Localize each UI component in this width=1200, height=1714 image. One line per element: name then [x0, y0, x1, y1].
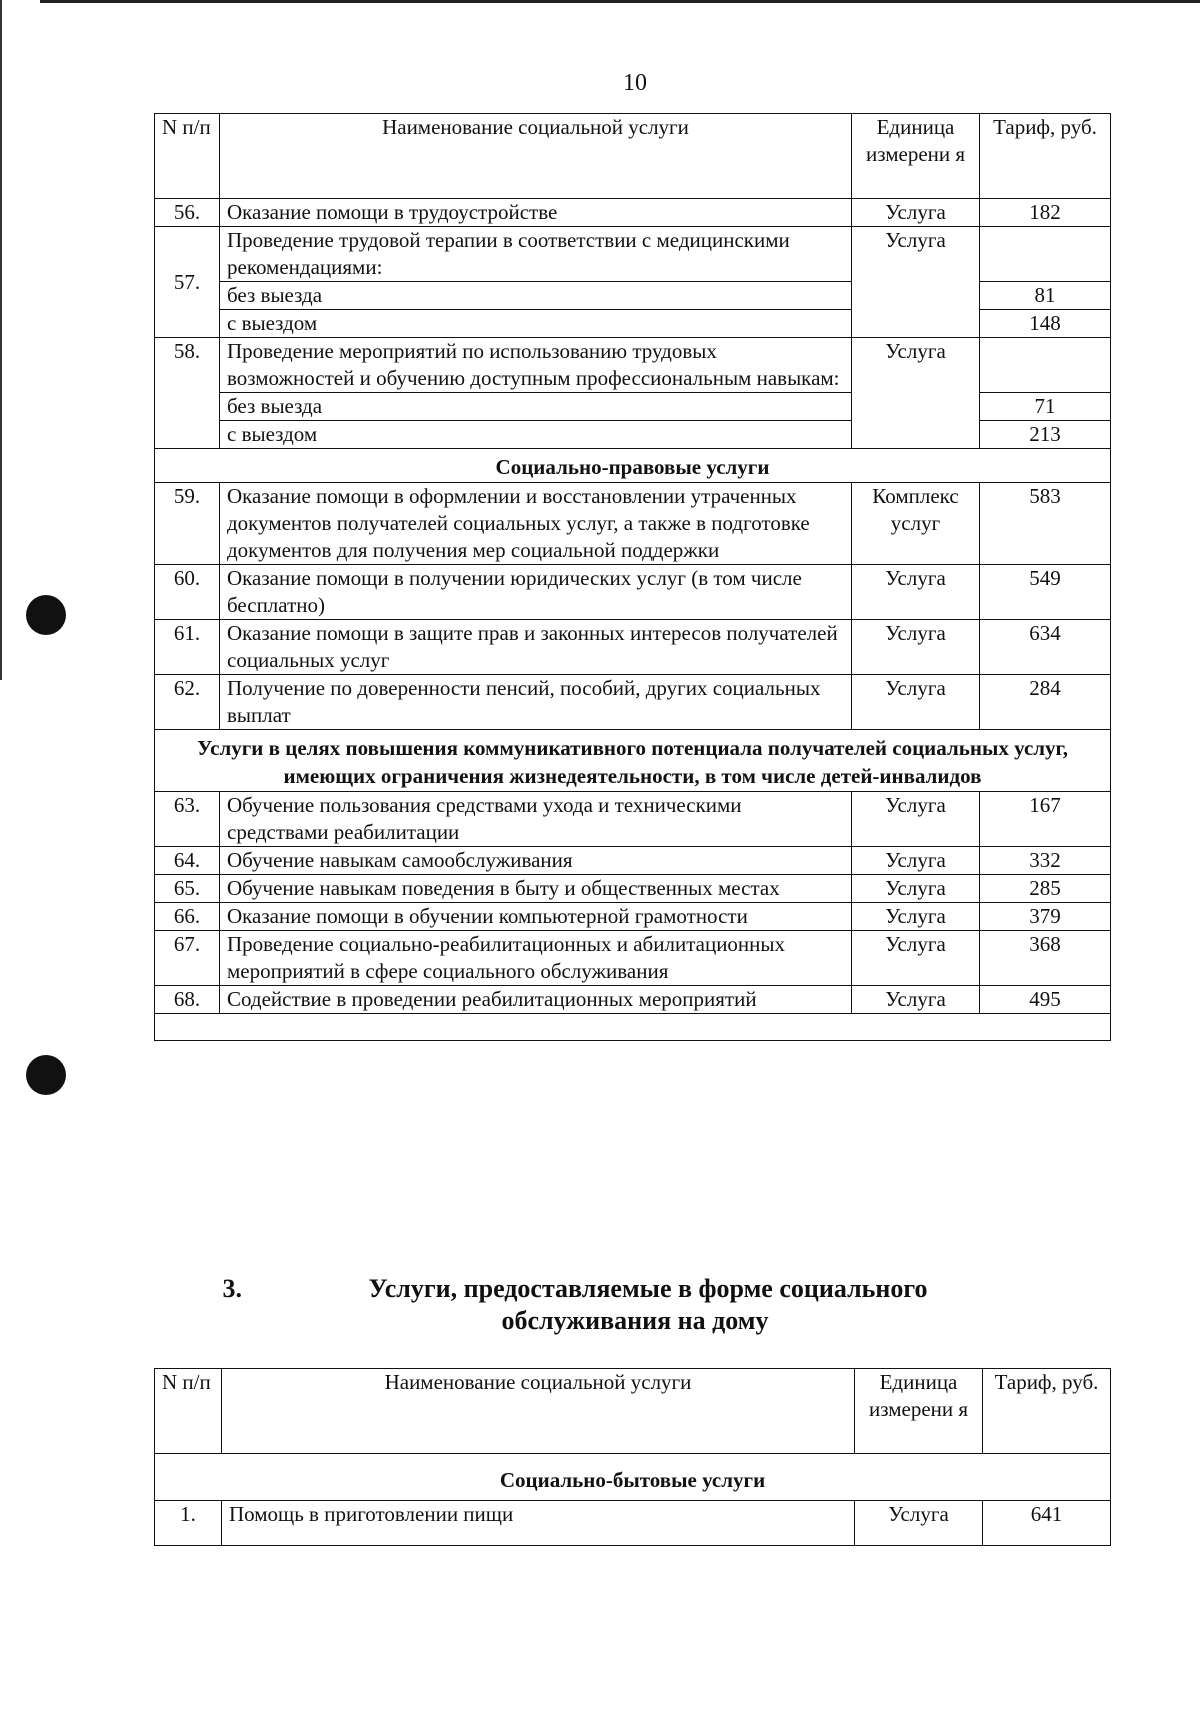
section-title: Социально-правовые услуги [155, 449, 1111, 483]
row-num: 60. [155, 565, 220, 620]
row-unit: Услуга [852, 875, 980, 903]
row-num: 68. [155, 986, 220, 1014]
row-tariff: 641 [983, 1501, 1111, 1546]
row-num: 63. [155, 792, 220, 847]
row-subname: без выезда [220, 393, 852, 421]
row-num: 58. [155, 338, 220, 449]
table-row [155, 565, 1111, 620]
row-num: 1. [155, 1501, 222, 1546]
table-row [155, 986, 1111, 1014]
header-name: Наименование социальной услуги [220, 114, 852, 199]
table-row [155, 792, 1111, 847]
row-num: 57. [155, 227, 220, 338]
row-num: 56. [155, 199, 220, 227]
row-name: Оказание помощи в трудоустройстве [220, 199, 852, 227]
row-num: 66. [155, 903, 220, 931]
scan-top-border [40, 0, 1200, 3]
row-num: 62. [155, 675, 220, 730]
row-name: Обучение пользования средствами ухода и техническими средствами реабилитации [220, 792, 852, 847]
row-name: Оказание помощи в получении юридических услуг (в том числе бесплатно) [220, 565, 852, 620]
section-heading-line1 [0, 1273, 1200, 1305]
header-name: Наименование социальной услуги [222, 1369, 855, 1454]
row-tariff: 167 [980, 792, 1111, 847]
row-tariff: 549 [980, 565, 1111, 620]
section-heading [0, 1273, 1200, 1337]
row-name: Обучение навыкам самообслуживания [220, 847, 852, 875]
section-row [155, 449, 1111, 483]
row-num: 61. [155, 620, 220, 675]
table-row [155, 199, 1111, 227]
table-row [155, 1501, 1111, 1546]
table-row [155, 847, 1111, 875]
row-tariff: 182 [980, 199, 1111, 227]
empty-cell [155, 1014, 1111, 1041]
scan-left-border [0, 0, 2, 680]
row-tariff: 81 [980, 282, 1111, 310]
row-tariff: 634 [980, 620, 1111, 675]
row-name: Оказание помощи в обучении компьютерной грамотности [220, 903, 852, 931]
row-name: Обучение навыкам поведения в быту и общественных местах [220, 875, 852, 903]
row-name: Содействие в проведении реабилитационных мероприятий [220, 986, 852, 1014]
table-row [155, 620, 1111, 675]
row-num: 59. [155, 483, 220, 565]
row-unit: Комплекс услуг [852, 483, 980, 565]
row-num: 64. [155, 847, 220, 875]
row-subname: без выезда [220, 282, 852, 310]
row-tariff: 332 [980, 847, 1111, 875]
page-number: 10 [623, 70, 647, 96]
section-title-line1: Услуги, предоставляемые в форме социального [368, 1274, 928, 1303]
row-unit: Услуга [852, 986, 980, 1014]
table-row [155, 931, 1111, 986]
empty-row [155, 1014, 1111, 1041]
tariff-table [154, 113, 1111, 1041]
row-unit: Услуга [852, 903, 980, 931]
row-unit: Услуга [852, 620, 980, 675]
row-subname: с выездом [220, 421, 852, 449]
table-row [155, 338, 1111, 393]
table-row [155, 227, 1111, 282]
row-name: Оказание помощи в оформлении и восстановлении утраченных документов получателей социальных услуг, а также в подготовке документов для получения мер социальной поддержки [220, 483, 852, 565]
row-tariff: 71 [980, 393, 1111, 421]
table-row [155, 675, 1111, 730]
table-header-row [155, 114, 1111, 199]
row-unit: Услуга [852, 227, 980, 338]
table-row [155, 483, 1111, 565]
row-tariff: 379 [980, 903, 1111, 931]
row-tariff: 284 [980, 675, 1111, 730]
tariff-table-home [154, 1368, 1111, 1546]
row-subname: с выездом [220, 310, 852, 338]
row-num: 67. [155, 931, 220, 986]
row-unit: Услуга [852, 338, 980, 449]
table-row [155, 903, 1111, 931]
table-header-row [155, 1369, 1111, 1454]
header-tariff: Тариф, руб. [980, 114, 1111, 199]
row-unit: Услуга [852, 847, 980, 875]
row-tariff: 583 [980, 483, 1111, 565]
row-name: Проведение трудовой терапии в соответствии с медицинскими рекомендациями: [220, 227, 852, 282]
section-title-line2: обслуживания на дому [501, 1306, 769, 1335]
row-name: Помощь в приготовлении пищи [222, 1501, 855, 1546]
header-unit: Единица измерени я [852, 114, 980, 199]
row-tariff-empty [980, 227, 1111, 282]
row-tariff: 495 [980, 986, 1111, 1014]
row-name: Проведение мероприятий по использованию трудовых возможностей и обучению доступным профессиональным навыкам: [220, 338, 852, 393]
header-num: N п/п [155, 1369, 222, 1454]
header-unit: Единица измерени я [855, 1369, 983, 1454]
punch-hole-top [26, 595, 66, 635]
section-number: 3. [222, 1274, 242, 1303]
row-unit: Услуга [852, 931, 980, 986]
row-name: Проведение социально-реабилитационных и абилитационных мероприятий в сфере социального обслуживания [220, 931, 852, 986]
section-title: Социально-бытовые услуги [155, 1454, 1111, 1501]
punch-hole-bottom [26, 1055, 66, 1095]
table-row [155, 875, 1111, 903]
row-tariff: 285 [980, 875, 1111, 903]
row-tariff: 148 [980, 310, 1111, 338]
section-row [155, 1454, 1111, 1501]
row-name: Оказание помощи в защите прав и законных интересов получателей социальных услуг [220, 620, 852, 675]
row-unit: Услуга [852, 675, 980, 730]
header-num: N п/п [155, 114, 220, 199]
row-unit: Услуга [852, 199, 980, 227]
row-num: 65. [155, 875, 220, 903]
section-title: Услуги в целях повышения коммуникативного потенциала получателей социальных услуг, имеющих ограничения жизнедеятельности, в том числе детей-инвалидов [155, 730, 1111, 792]
row-tariff: 368 [980, 931, 1111, 986]
row-unit: Услуга [852, 565, 980, 620]
row-name: Получение по доверенности пенсий, пособий, других социальных выплат [220, 675, 852, 730]
section-row [155, 730, 1111, 792]
header-tariff: Тариф, руб. [983, 1369, 1111, 1454]
row-tariff: 213 [980, 421, 1111, 449]
row-unit: Услуга [852, 792, 980, 847]
row-unit: Услуга [855, 1501, 983, 1546]
row-tariff-empty [980, 338, 1111, 393]
